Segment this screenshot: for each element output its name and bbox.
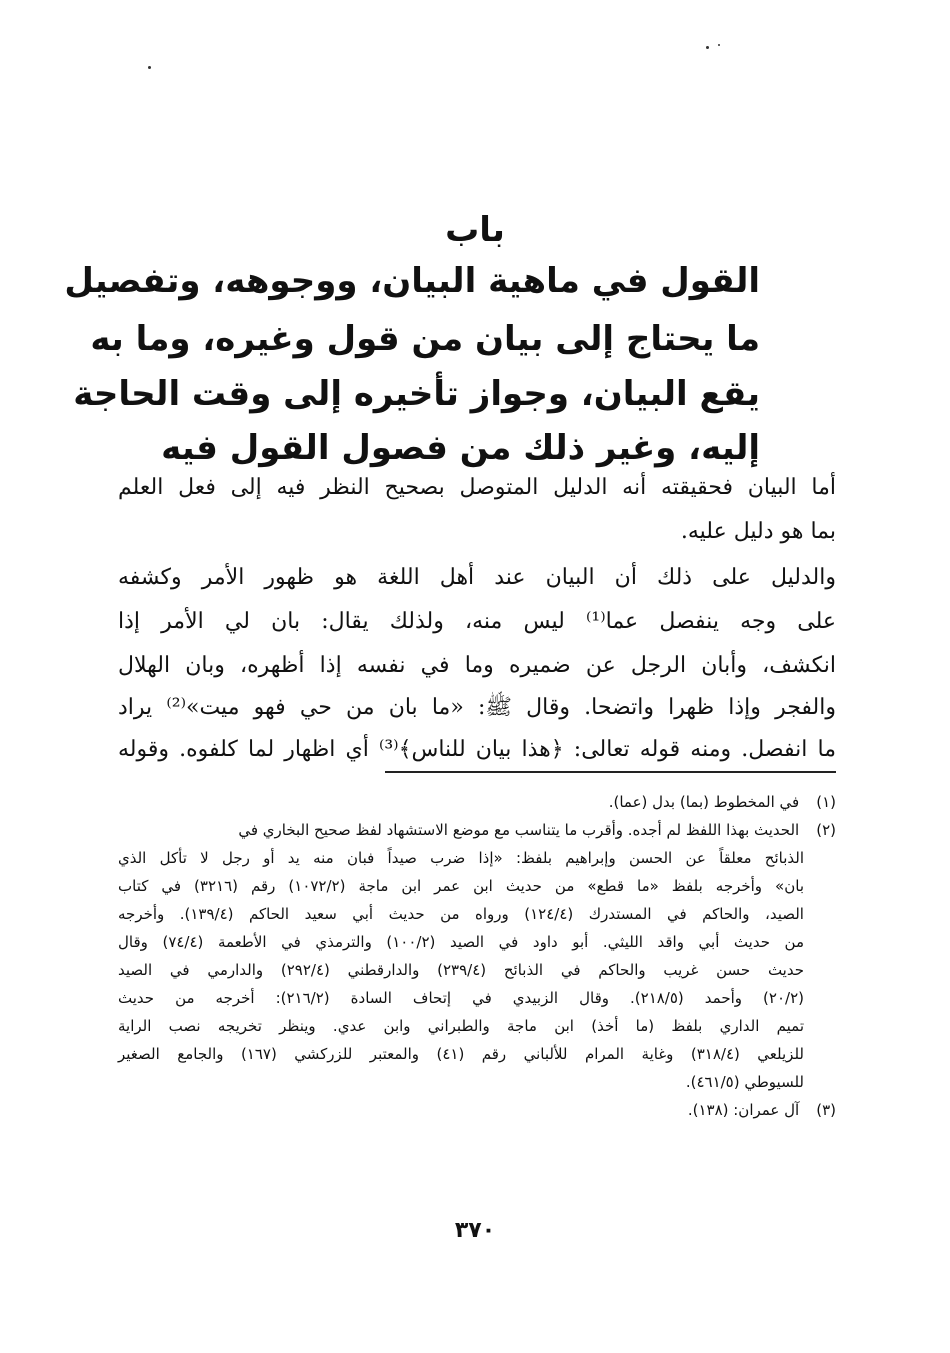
footnote-1 xyxy=(118,788,836,816)
footnote-separator xyxy=(385,771,836,773)
footnote-text: آل عمران: (١٣٨). xyxy=(687,1101,800,1119)
body-line: والدليل على ذلك أن البيان عند أهل اللغة هو ظهور الأمر وكشفه xyxy=(118,565,836,590)
footnote-line: الذبائح معلقاً عن الحسن وإبراهيم بلفظ: «إذا ضرب صيداً فبان منه يد أو رجل لا تأكل الذي xyxy=(118,849,804,867)
footnote-3 xyxy=(118,1096,836,1124)
footnote-line: الصيد، والحاكم في المستدرك (١٢٤/٤) ورواه من حديث أبي سعيد الحاكم (١٣٩/٤). وأخرجه xyxy=(118,905,804,923)
footnote-text: في المخطوط (بما) بدل (عما). xyxy=(608,793,800,811)
body-line: انكشف، وأبان الرجل عن ضميره وما في نفسه إذا أظهره، وبان الهلال xyxy=(118,653,836,678)
chapter-title-line-2: ما يحتاج إلى بيان من قول وغيره، وما به xyxy=(90,319,760,359)
body-line: أما البيان فحقيقته أنه الدليل المتوصل بصحيح النظر فيه إلى فعل العلم xyxy=(118,475,836,500)
footnote-line: (٢٠/٢) وأحمد (٢١٨/٥). وقال الزبيدي في إتحاف السادة (٢١٦/٢): أخرجه من حديث xyxy=(118,989,804,1007)
body-line: بما هو دليل عليه. xyxy=(680,519,836,544)
page-number: ٣٧٠ xyxy=(454,1218,496,1243)
chapter-title-line-4: إليه، وغير ذلك من فصول القول فيه xyxy=(161,428,760,468)
footnote-2 xyxy=(118,816,836,844)
footnote-line: تميم الداري بلفظ (ما أخذ) ابن ماجة والطبراني وابن عدي. وينظر تخريجه نصب الراية xyxy=(118,1017,804,1035)
footnote-line: بان» وأخرجه بلفظ «ما قطع» من حديث ابن عمر ابن ماجة (١٠٧٢/٢) رقم (٣٢١٦) في كتاب xyxy=(118,877,804,895)
footnote-number: (١) xyxy=(816,793,836,811)
scan-speck xyxy=(148,66,151,69)
scan-speck xyxy=(718,44,720,46)
footnote-number: (٢) xyxy=(816,821,836,839)
chapter-label: باب xyxy=(445,210,505,250)
footnote-line: من حديث أبي واقد الليثي. أبو داود في الصيد (١٠٠/٢) والترمذي في الأطعمة (٧٤/٤) وقال xyxy=(118,933,804,951)
body-line: والفجر وإذا ظهرا واتضحا. وقال ﷺ: «ما بان من حي فهو ميت»⁽²⁾ يراد xyxy=(118,695,836,720)
scan-speck xyxy=(706,46,709,49)
body-line: على وجه ينفصل عما⁽¹⁾ ليس منه، ولذلك يقال: بان لي الأمر إذا xyxy=(118,609,837,634)
footnote-line: حديث حسن غريب والحاكم في الذبائح (٢٣٩/٤) والدارقطني (٢٩٢/٤) والدارمي في الصيد xyxy=(118,961,804,979)
footnote-line: للزيلعي (٣١٨/٤) وغاية المرام للألباني رقم (٤١) والمعتبر للزركشي (١٦٧) والجامع الصغير xyxy=(118,1045,804,1063)
footnote-text: الحديث بهذا اللفظ لم أجده. وأقرب ما يتناسب مع موضع الاستشهاد لفظ صحيح البخاري في xyxy=(238,821,800,839)
footnote-number: (٣) xyxy=(816,1101,836,1119)
chapter-title-line-3: يقع البيان، وجواز تأخيره إلى وقت الحاجة xyxy=(73,374,760,414)
footnote-line: للسيوطي (٤٦١/٥). xyxy=(685,1073,804,1091)
body-line: ما انفصل. ومنه قوله تعالى: ﴿هذا بيان للناس﴾⁽³⁾ أي اظهار لما كلفوه. وقوله xyxy=(118,737,836,762)
chapter-title-line-1: القول في ماهية البيان، ووجوهه، وتفصيل xyxy=(64,261,760,301)
